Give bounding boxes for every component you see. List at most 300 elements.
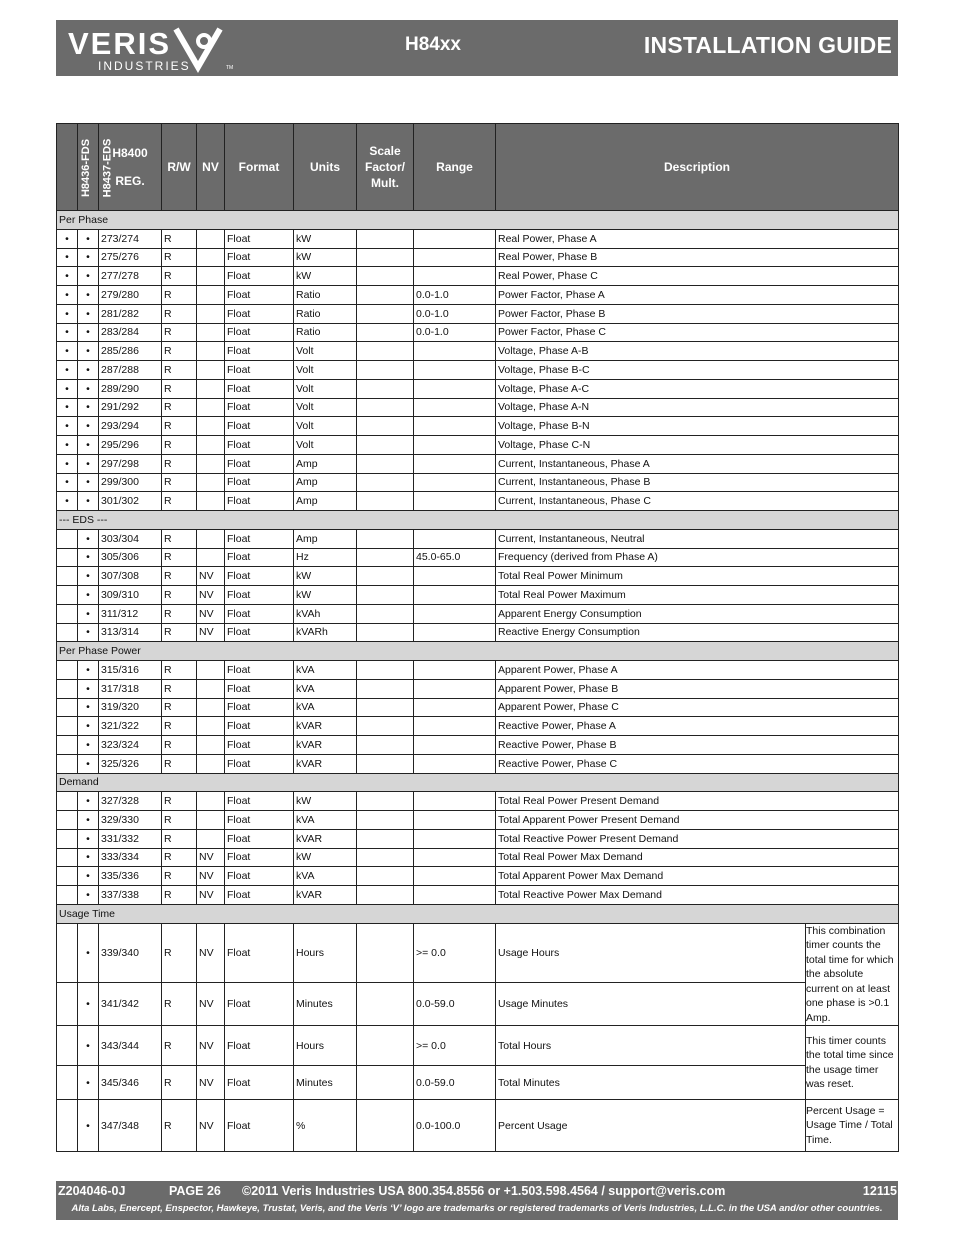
guide-title: INSTALLATION GUIDE [643,32,892,58]
section-label: --- EDS --- [57,511,899,530]
cell-description: Current, Instantaneous, Phase B [496,473,899,492]
cell-register: 335/336 [99,867,162,886]
table-row [57,267,899,286]
col-header-rw: R/W [162,124,197,211]
cell-nv: NV [197,886,225,905]
cell-register: 317/318 [99,679,162,698]
cell-h8436 [57,923,78,983]
col-header-format: Format [225,124,294,211]
cell-range [414,736,496,755]
cell-rw: R [162,811,197,830]
cell-h8436 [57,548,78,567]
cell-register: 327/328 [99,792,162,811]
cell-description: Total Real Power Maximum [496,586,899,605]
cell-scale [357,886,414,905]
cell-range: >= 0.0 [414,923,496,983]
cell-h8437: • [78,248,99,267]
cell-description: Voltage, Phase A-C [496,379,899,398]
cell-format: Float [225,267,294,286]
section-row [57,773,899,792]
cell-rw: R [162,323,197,342]
cell-register: 307/308 [99,567,162,586]
cell-nv [197,661,225,680]
cell-range [414,886,496,905]
cell-nv [197,436,225,455]
cell-h8437: • [78,342,99,361]
cell-scale [357,923,414,983]
cell-nv: NV [197,848,225,867]
cell-register: 339/340 [99,923,162,983]
cell-h8436: • [57,398,78,417]
table-row [57,248,899,267]
cell-h8437: • [78,811,99,830]
col-header-register: H8400 REG. [99,124,162,211]
cell-h8437: • [78,604,99,623]
cell-h8436: • [57,342,78,361]
cell-range [414,623,496,642]
trademark-notice: Alta Labs, Enercept, Enspector, Hawkeye, Trustat, Veris, and the Veris ‘V’ logo are trademarks or registered trademarks of Veris Industries, L.L.C. in the USA and/or other countries. [71,1203,883,1214]
cell-register: 289/290 [99,379,162,398]
cell-rw: R [162,1026,197,1066]
cell-register: 287/288 [99,361,162,380]
cell-register: 295/296 [99,436,162,455]
table-row [57,454,899,473]
cell-h8437: • [78,473,99,492]
cell-register: 329/330 [99,811,162,830]
cell-nv [197,548,225,567]
cell-register: 325/326 [99,754,162,773]
table-row [57,848,899,867]
cell-range: 45.0-65.0 [414,548,496,567]
table-row [57,361,899,380]
cell-format: Float [225,717,294,736]
cell-h8437: • [78,436,99,455]
cell-rw: R [162,661,197,680]
table-row [57,436,899,455]
cell-h8437: • [78,548,99,567]
cell-description: Total Apparent Power Present Demand [496,811,899,830]
cell-range [414,417,496,436]
cell-register: 347/348 [99,1100,162,1152]
cell-nv [197,304,225,323]
cell-nv [197,361,225,380]
cell-scale [357,361,414,380]
cell-register: 301/302 [99,492,162,511]
cell-h8436 [57,886,78,905]
cell-format: Float [225,567,294,586]
cell-rw: R [162,623,197,642]
cell-scale [357,848,414,867]
cell-description: Real Power, Phase B [496,248,899,267]
section-row [57,642,899,661]
cell-format: Float [225,361,294,380]
cell-format: Float [225,323,294,342]
cell-description: Total Apparent Power Max Demand [496,867,899,886]
cell-nv [197,417,225,436]
cell-h8436: • [57,286,78,305]
cell-h8436 [57,792,78,811]
cell-units: Volt [294,379,357,398]
cell-scale [357,567,414,586]
cell-h8437: • [78,1066,99,1100]
cell-scale [357,286,414,305]
cell-scale [357,623,414,642]
cell-format: Float [225,492,294,511]
cell-rw: R [162,886,197,905]
cell-h8436 [57,623,78,642]
cell-h8437: • [78,492,99,511]
cell-units: Ratio [294,323,357,342]
cell-register: 273/274 [99,229,162,248]
cell-description: Apparent Power, Phase C [496,698,899,717]
table-row [57,886,899,905]
cell-units: kVA [294,661,357,680]
cell-h8437: • [78,886,99,905]
cell-h8437: • [78,361,99,380]
cell-nv: NV [197,623,225,642]
cell-h8437: • [78,267,99,286]
cell-nv [197,473,225,492]
contact-info: ©2011 Veris Industries USA 800.354.8556 or +1.503.598.4564 / support@veris.com [242,1184,726,1198]
trademark-symbol: TM [226,65,234,71]
cell-format: Float [225,661,294,680]
usage-note: This combination timer counts the total time for which the absolute current on at least one phase is >0.1 Amp. [806,923,899,1026]
cell-h8437: • [78,323,99,342]
cell-nv: NV [197,567,225,586]
cell-register: 293/294 [99,417,162,436]
cell-h8436 [57,586,78,605]
cell-format: Float [225,398,294,417]
cell-rw: R [162,829,197,848]
cell-description: Current, Instantaneous, Neutral [496,529,899,548]
cell-scale [357,811,414,830]
cell-nv [197,736,225,755]
cell-h8436 [57,736,78,755]
cell-range [414,717,496,736]
cell-units: Volt [294,398,357,417]
table-header-row [57,124,899,211]
cell-format: Float [225,286,294,305]
cell-nv: NV [197,1100,225,1152]
cell-rw: R [162,792,197,811]
cell-units: kVA [294,698,357,717]
cell-units: kVAR [294,886,357,905]
cell-range: 0.0-1.0 [414,323,496,342]
cell-register: 341/342 [99,983,162,1026]
cell-range [414,586,496,605]
cell-description: Reactive Power, Phase B [496,736,899,755]
cell-range [414,248,496,267]
cell-register: 305/306 [99,548,162,567]
cell-h8437: • [78,792,99,811]
cell-register: 285/286 [99,342,162,361]
cell-description: Usage Minutes [496,983,806,1026]
cell-scale [357,679,414,698]
cell-units: kW [294,848,357,867]
cell-range: 0.0-59.0 [414,1066,496,1100]
cell-range [414,792,496,811]
cell-units: Minutes [294,983,357,1026]
cell-h8436 [57,983,78,1026]
cell-rw: R [162,286,197,305]
cell-h8436: • [57,492,78,511]
cell-units: kVA [294,811,357,830]
cell-h8437: • [78,286,99,305]
cell-scale [357,1026,414,1066]
cell-scale [357,248,414,267]
cell-format: Float [225,698,294,717]
page-number: PAGE 26 [169,1184,221,1198]
cell-rw: R [162,736,197,755]
table-row [57,792,899,811]
cell-register: 315/316 [99,661,162,680]
cell-h8436 [57,679,78,698]
table-row [57,586,899,605]
cell-nv: NV [197,1066,225,1100]
cell-register: 333/334 [99,848,162,867]
cell-register: 279/280 [99,286,162,305]
cell-h8436 [57,1066,78,1100]
cell-nv [197,454,225,473]
col-header-range: Range [414,124,496,211]
model-name: H84xx [405,34,461,55]
cell-register: 309/310 [99,586,162,605]
cell-scale [357,229,414,248]
cell-h8437: • [78,529,99,548]
cell-format: Float [225,923,294,983]
cell-scale [357,736,414,755]
cell-format: Float [225,454,294,473]
cell-range [414,867,496,886]
table-row [57,983,899,1026]
cell-range [414,679,496,698]
cell-h8436: • [57,454,78,473]
table-row [57,473,899,492]
footer-band [56,1181,898,1220]
cell-format: Float [225,436,294,455]
cell-range [414,754,496,773]
cell-scale [357,398,414,417]
cell-range [414,492,496,511]
register-table [56,123,899,1152]
table-row [57,567,899,586]
cell-rw: R [162,436,197,455]
cell-format: Float [225,586,294,605]
cell-range [414,529,496,548]
cell-h8437: • [78,1026,99,1066]
cell-h8437: • [78,867,99,886]
cell-scale [357,717,414,736]
cell-nv [197,698,225,717]
cell-units: Hours [294,923,357,983]
document-number: Z204046-0J [58,1184,126,1198]
table-row [57,492,899,511]
cell-range [414,267,496,286]
cell-h8437: • [78,923,99,983]
cell-register: 275/276 [99,248,162,267]
cell-range [414,567,496,586]
cell-h8436: • [57,248,78,267]
cell-h8437: • [78,229,99,248]
table-row [57,717,899,736]
cell-units: kVAR [294,754,357,773]
cell-description: Frequency (derived from Phase A) [496,548,899,567]
cell-h8436 [57,848,78,867]
table-row [57,342,899,361]
cell-nv [197,829,225,848]
cell-units: Hz [294,548,357,567]
cell-rw: R [162,229,197,248]
cell-h8437: • [78,754,99,773]
cell-register: 311/312 [99,604,162,623]
cell-h8437: • [78,567,99,586]
cell-description: Reactive Power, Phase A [496,717,899,736]
col-header-nv: NV [197,124,225,211]
cell-description: Total Reactive Power Max Demand [496,886,899,905]
cell-range [414,379,496,398]
cell-format: Float [225,623,294,642]
table-row [57,623,899,642]
table-row [57,323,899,342]
cell-format: Float [225,529,294,548]
cell-units: Amp [294,473,357,492]
cell-format: Float [225,229,294,248]
cell-range [414,604,496,623]
cell-h8437: • [78,829,99,848]
cell-rw: R [162,492,197,511]
cell-scale [357,323,414,342]
cell-rw: R [162,473,197,492]
cell-h8436: • [57,379,78,398]
cell-nv: NV [197,867,225,886]
cell-register: 343/344 [99,1026,162,1066]
cell-range: >= 0.0 [414,1026,496,1066]
cell-h8436 [57,811,78,830]
cell-rw: R [162,567,197,586]
cell-register: 283/284 [99,323,162,342]
cell-rw: R [162,1100,197,1152]
cell-rw: R [162,1066,197,1100]
cell-format: Float [225,754,294,773]
cell-range [414,473,496,492]
cell-scale [357,754,414,773]
cell-format: Float [225,304,294,323]
cell-rw: R [162,342,197,361]
cell-units: kVAR [294,736,357,755]
cell-h8436 [57,717,78,736]
cell-units: kVAR [294,717,357,736]
cell-format: Float [225,548,294,567]
cell-description: Voltage, Phase B-C [496,361,899,380]
cell-format: Float [225,342,294,361]
cell-scale [357,1100,414,1152]
cell-nv [197,529,225,548]
table-row [57,379,899,398]
cell-units: kW [294,567,357,586]
cell-format: Float [225,848,294,867]
cell-nv [197,342,225,361]
cell-units: Amp [294,529,357,548]
cell-range [414,398,496,417]
cell-scale [357,473,414,492]
section-row [57,904,899,923]
table-row [57,867,899,886]
cell-description: Reactive Power, Phase C [496,754,899,773]
cell-units: Volt [294,361,357,380]
table-body [57,211,899,1152]
cell-rw: R [162,717,197,736]
cell-h8437: • [78,623,99,642]
cell-nv [197,379,225,398]
cell-h8436 [57,567,78,586]
cell-nv: NV [197,604,225,623]
cell-units: kVARh [294,623,357,642]
cell-h8437: • [78,586,99,605]
cell-rw: R [162,361,197,380]
cell-register: 299/300 [99,473,162,492]
cell-range [414,361,496,380]
cell-format: Float [225,1026,294,1066]
cell-scale [357,829,414,848]
col-header-units: Units [294,124,357,211]
veris-logo [66,24,236,72]
cell-description: Real Power, Phase A [496,229,899,248]
cell-scale [357,698,414,717]
cell-nv [197,792,225,811]
cell-h8436: • [57,304,78,323]
cell-units: kVAh [294,604,357,623]
cell-h8436 [57,604,78,623]
cell-rw: R [162,379,197,398]
cell-units: Amp [294,454,357,473]
cell-range: 0.0-1.0 [414,286,496,305]
cell-nv [197,679,225,698]
table-row [57,679,899,698]
cell-rw: R [162,923,197,983]
cell-h8437: • [78,698,99,717]
section-label: Per Phase [57,211,899,230]
cell-format: Float [225,473,294,492]
cell-format: Float [225,983,294,1026]
cell-nv: NV [197,983,225,1026]
cell-description: Total Real Power Minimum [496,567,899,586]
cell-h8437: • [78,983,99,1026]
cell-register: 331/332 [99,829,162,848]
cell-description: Power Factor, Phase A [496,286,899,305]
cell-range [414,454,496,473]
cell-rw: R [162,754,197,773]
cell-units: % [294,1100,357,1152]
cell-rw: R [162,867,197,886]
cell-format: Float [225,604,294,623]
cell-units: kW [294,267,357,286]
cell-nv [197,267,225,286]
cell-register: 297/298 [99,454,162,473]
cell-description: Reactive Energy Consumption [496,623,899,642]
cell-description: Voltage, Phase A-N [496,398,899,417]
cell-rw: R [162,983,197,1026]
cell-units: Ratio [294,304,357,323]
cell-rw: R [162,267,197,286]
cell-register: 319/320 [99,698,162,717]
cell-h8436 [57,867,78,886]
cell-h8436 [57,529,78,548]
cell-description: Usage Hours [496,923,806,983]
cell-scale [357,454,414,473]
cell-rw: R [162,417,197,436]
cell-rw: R [162,454,197,473]
cell-h8436 [57,754,78,773]
